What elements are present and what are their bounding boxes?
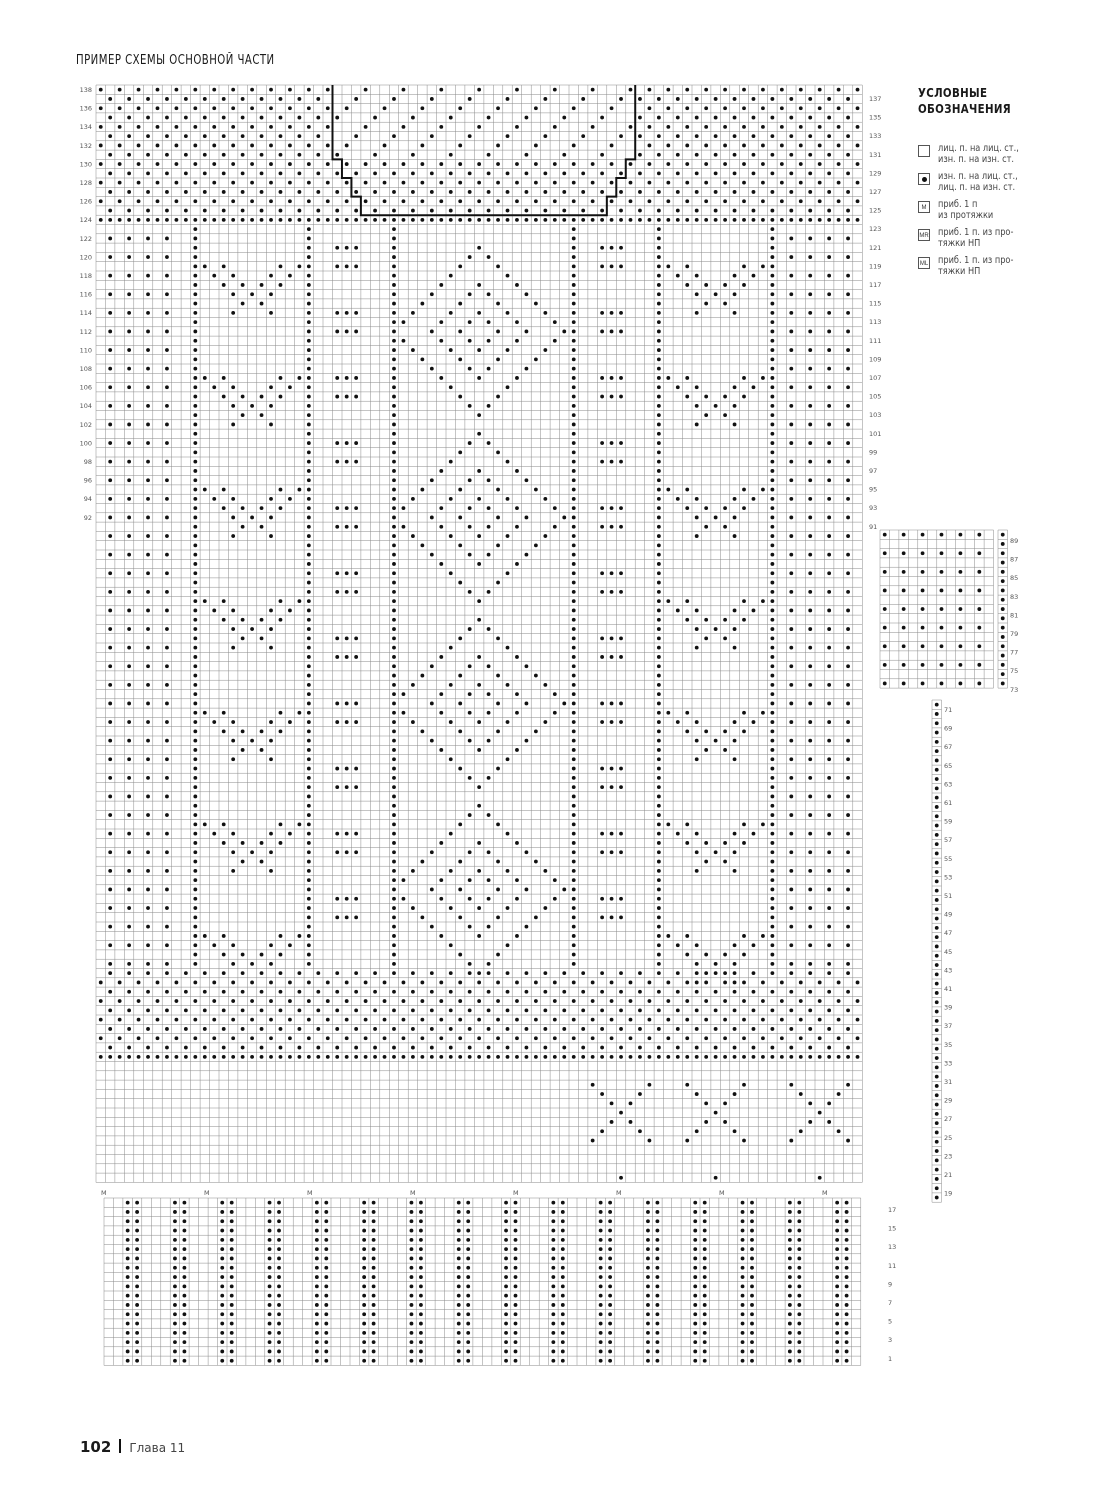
row-label-right: 113: [869, 318, 882, 327]
row-label-left: 138: [79, 86, 92, 94]
row-label-strip: 31: [944, 1078, 953, 1086]
row-label-rib: 9: [888, 1280, 893, 1289]
legend-item-line: тяжки НП: [938, 238, 981, 249]
row-label-left: 118: [79, 272, 92, 280]
row-label-strip: 47: [944, 929, 953, 938]
row-label-right: 121: [869, 243, 882, 252]
m1r-cell-icon: MR: [918, 229, 930, 241]
lower-strip-grid-lines: [932, 700, 942, 1202]
row-label-strip: 69: [944, 724, 953, 733]
legend-item-line: изн. п. на изн. ст.: [938, 154, 1014, 165]
increase-mark: M: [410, 1189, 416, 1197]
increase-mark: M: [513, 1189, 519, 1197]
rib-grid-lines: [104, 1198, 861, 1365]
row-label-strip: 59: [944, 817, 953, 826]
sleeve-strip-dots: [1001, 533, 1005, 686]
row-label-right: 107: [869, 374, 882, 382]
row-label-sleeve: 83: [1010, 592, 1019, 601]
row-label-right: 115: [869, 299, 882, 308]
row-label-sleeve: 79: [1010, 630, 1019, 638]
row-label-strip: 49: [944, 910, 953, 919]
row-label-strip: 23: [944, 1152, 953, 1161]
row-label-strip: 63: [944, 780, 953, 789]
row-label-right: 125: [869, 206, 882, 215]
row-label-strip: 37: [944, 1022, 953, 1031]
rib-grid: [104, 1198, 861, 1365]
legend-title-line2: ОБОЗНАЧЕНИЯ: [918, 101, 1011, 116]
row-label-left: 116: [79, 290, 92, 299]
row-label-sleeve: 75: [1010, 667, 1019, 676]
row-label-sleeve: 85: [1010, 574, 1019, 583]
row-label-rib: 13: [888, 1243, 897, 1252]
row-label-strip: 45: [944, 947, 953, 956]
row-label-rib: 11: [888, 1261, 897, 1270]
row-label-right: 111: [869, 336, 882, 345]
row-label-strip: 21: [944, 1171, 953, 1179]
row-label-right: 137: [869, 95, 882, 103]
legend-item-line: приб. 1 п. из про-: [938, 255, 1014, 266]
footer-separator: [119, 1439, 121, 1453]
row-label-sleeve: 77: [1010, 648, 1019, 657]
chapter-label: Глава 11: [129, 1441, 186, 1455]
row-label-right: 127: [869, 188, 882, 196]
row-label-left: 130: [79, 160, 92, 169]
legend-item-line: лиц. п. на изн. ст.: [938, 182, 1016, 193]
row-label-right: 93: [869, 504, 878, 513]
row-label-strip: 27: [944, 1115, 953, 1124]
row-label-strip: 57: [944, 836, 953, 845]
row-label-strip: 19: [944, 1189, 953, 1198]
row-label-left: 98: [83, 458, 92, 466]
legend-item-line: лиц. п. на лиц. ст.,: [938, 143, 1019, 154]
row-label-left: 104: [79, 402, 92, 411]
row-label-strip: 41: [944, 985, 953, 993]
row-label-left: 136: [79, 104, 92, 113]
row-label-right: 91: [869, 522, 878, 531]
row-label-rib: 15: [888, 1224, 897, 1233]
row-label-left: 128: [79, 179, 92, 187]
legend-item-line: приб. 1 п: [938, 199, 978, 210]
page-number: 102: [80, 1438, 112, 1456]
row-label-strip: 61: [944, 799, 953, 807]
row-label-right: 129: [869, 169, 882, 178]
row-label-right: 109: [869, 355, 882, 364]
row-label-left: 122: [79, 234, 92, 243]
row-label-right: 135: [869, 113, 882, 122]
row-label-strip: 53: [944, 873, 953, 882]
row-label-right: 117: [869, 281, 882, 289]
row-label-left: 102: [79, 420, 92, 429]
row-label-right: 133: [869, 132, 882, 141]
row-label-strip: 35: [944, 1040, 953, 1049]
legend-item-line: приб. 1 п. из про-: [938, 227, 1014, 238]
row-label-sleeve: 89: [1010, 537, 1019, 545]
row-label-left: 114: [79, 309, 92, 318]
row-label-left: 106: [79, 383, 92, 392]
row-label-right: 105: [869, 392, 882, 401]
row-label-right: 131: [869, 150, 882, 159]
row-label-sleeve: 81: [1010, 611, 1019, 620]
row-label-left: 94: [83, 495, 92, 504]
sleeve-triangle-dots: [883, 533, 981, 686]
row-label-left: 110: [79, 346, 92, 355]
row-label-left: 100: [79, 439, 92, 448]
row-label-right: 99: [869, 448, 878, 457]
row-label-strip: 29: [944, 1096, 953, 1105]
row-label-rib: 3: [888, 1336, 893, 1345]
row-label-rib: 17: [888, 1206, 897, 1214]
row-label-right: 101: [869, 429, 882, 438]
row-label-left: 96: [83, 476, 92, 485]
increase-mark: M: [822, 1189, 828, 1197]
row-label-left: 120: [79, 253, 92, 262]
row-label-left: 112: [79, 327, 92, 336]
row-label-strip: 43: [944, 966, 953, 975]
increase-mark: M: [204, 1189, 210, 1197]
lower-strip-grid: [932, 700, 942, 1202]
row-label-left: 124: [79, 216, 92, 225]
row-label-right: 103: [869, 411, 882, 420]
legend-title-line1: УСЛОВНЫЕ: [918, 85, 988, 100]
row-label-right: 95: [869, 485, 878, 494]
footer: [80, 1437, 185, 1456]
sleeve-triangle-grid: [880, 530, 994, 688]
legend-item-line: тяжки НП: [938, 266, 981, 277]
row-label-left: 92: [83, 513, 92, 522]
row-label-strip: 67: [944, 743, 953, 752]
row-label-right: 97: [869, 467, 878, 475]
row-label-strip: 51: [944, 892, 953, 900]
row-label-right: 119: [869, 262, 882, 271]
row-label-rib: 1: [888, 1354, 893, 1363]
row-label-right: 123: [869, 225, 882, 234]
legend-item-line: из протяжки: [938, 210, 994, 221]
increase-mark: M: [616, 1189, 622, 1197]
row-label-strip: 33: [944, 1059, 953, 1068]
row-label-left: 134: [79, 123, 92, 132]
row-label-strip: 65: [944, 761, 953, 770]
page-heading: ПРИМЕР СХЕМЫ ОСНОВНОЙ ЧАСТИ: [76, 53, 275, 68]
row-label-sleeve: 87: [1010, 555, 1019, 564]
increase-mark: M: [307, 1189, 313, 1197]
row-label-rib: 7: [888, 1299, 893, 1307]
row-label-rib: 5: [888, 1317, 893, 1326]
row-label-strip: 55: [944, 854, 953, 863]
m1-cell-icon: M: [918, 201, 930, 213]
sleeve-triangle-grid-lines: [880, 530, 994, 688]
row-label-strip: 39: [944, 1003, 953, 1012]
increase-mark: M: [101, 1189, 107, 1197]
increase-mark: M: [719, 1189, 725, 1197]
row-label-left: 132: [79, 141, 92, 150]
row-label-sleeve: 73: [1010, 685, 1019, 694]
m1l-cell-icon: ML: [918, 257, 930, 269]
row-label-strip: 71: [944, 706, 953, 714]
row-label-strip: 25: [944, 1133, 953, 1142]
row-label-left: 108: [79, 365, 92, 373]
row-label-left: 126: [79, 197, 92, 206]
legend-item-line: изн. п. на лиц. ст.,: [938, 171, 1018, 182]
